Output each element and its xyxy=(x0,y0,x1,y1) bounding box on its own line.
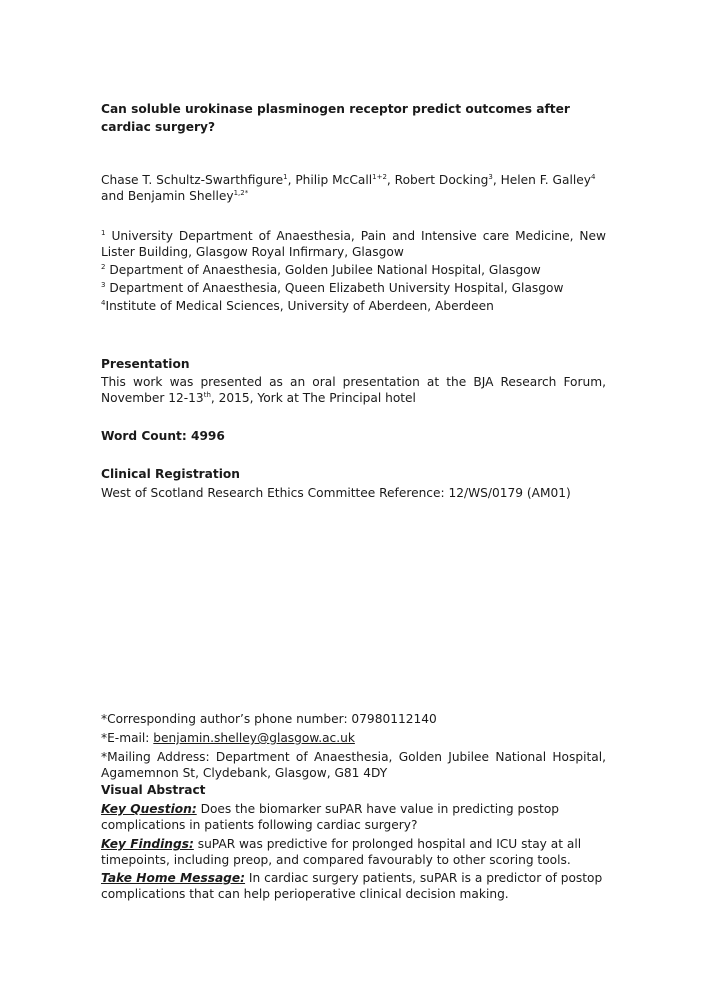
affiliation-1: $^1$ University Department of Anaesthesia, Pain and Intensive care Medicine, New Lister Building, Glasgow Royal Infirmary, Glasgow xyxy=(101,229,607,259)
author-name: Robert Docking xyxy=(394,173,489,187)
author-affiliation-marker: 3 xyxy=(488,173,493,181)
presentation-heading: Presentation xyxy=(101,357,190,371)
affiliation-3: $^3$ Department of Anaesthesia, Queen Elizabeth University Hospital, Glasgow xyxy=(101,281,564,295)
take-home-message: Take Home Message: In cardiac surgery patients, suPAR is a predictor of postop complications that can help perioperative clinical decision making. xyxy=(101,871,603,901)
take-home-label: Take Home Message: xyxy=(101,871,246,885)
corresponding-email: *E-mail: benjamin.shelley@glasgow.ac.uk xyxy=(101,731,355,745)
presentation-text: This work was presented as an oral presentation at the BJA Research Forum, November 12-13th, 2015, York at The Principal hotel xyxy=(101,375,606,405)
affiliation-2: $^2$ Department of Anaesthesia, Golden Jubilee National Hospital, Glasgow xyxy=(101,263,541,277)
affiliation-4: $^4$Institute of Medical Sciences, University of Aberdeen, Aberdeen xyxy=(101,299,494,313)
word-count: Word Count: 4996 xyxy=(101,429,225,443)
key-findings: Key Findings: suPAR was predictive for prolonged hospital and ICU stay at all timepoints, including preop, and compared favourably to other scoring tools. xyxy=(101,837,582,867)
author-name: Chase T. Schultz-Swarthfigure xyxy=(101,173,284,187)
corresponding-phone: *Corresponding author’s phone number: 07980112140 xyxy=(101,712,437,726)
visual-abstract-heading: Visual Abstract xyxy=(101,783,206,797)
author-list: Chase T. Schultz-Swarthfigure$^1$, Philip McCall$^{1+2}$, Robert Docking$^3$, Helen F. Galley$^4$ and Benjamin Shelley$^{1,2*}$ xyxy=(101,173,596,203)
author-name: Helen F. Galley xyxy=(500,173,591,187)
registration-heading: Clinical Registration xyxy=(101,467,240,481)
author-affiliation-marker: 4 xyxy=(590,173,596,181)
email-link[interactable]: benjamin.shelley@glasgow.ac.uk xyxy=(153,731,355,745)
author-name: Philip McCall xyxy=(295,173,373,187)
mailing-address: *Mailing Address: Department of Anaesthesia, Golden Jubilee National Hospital, Agamemnon St, Clydebank, Glasgow, G81 4DY xyxy=(101,750,606,780)
registration-text: West of Scotland Research Ethics Committee Reference: 12/WS/0179 (AM01) xyxy=(101,486,571,500)
author-affiliation-marker: 1+2 xyxy=(372,173,387,181)
author-name: Benjamin Shelley xyxy=(127,189,234,203)
key-question-label: Key Question: xyxy=(101,802,197,816)
author-affiliation-marker: 1 xyxy=(283,173,288,181)
paper-title: Can soluble urokinase plasminogen receptor predict outcomes after cardiac surgery? xyxy=(101,102,570,134)
key-question: Key Question: Does the biomarker suPAR have value in predicting postop complications in patients following cardiac surgery? xyxy=(101,802,560,832)
key-findings-label: Key Findings: xyxy=(101,837,194,851)
author-affiliation-marker: 1,2* xyxy=(233,189,249,197)
